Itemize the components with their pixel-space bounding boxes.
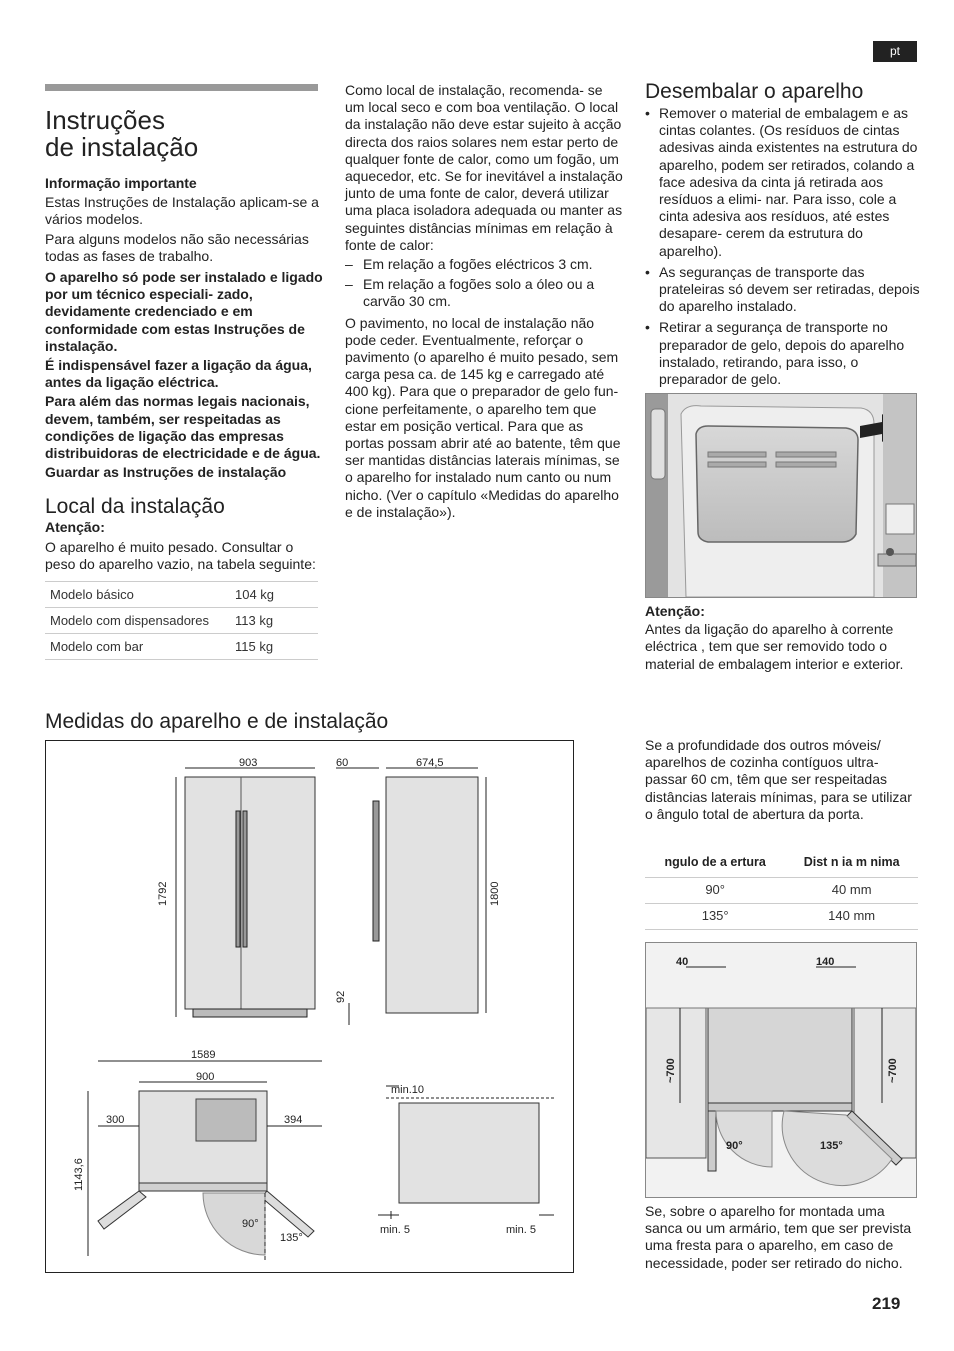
- dim-min10: min.10: [391, 1084, 425, 1096]
- ice-maker-photo: [645, 393, 917, 598]
- dim-300: 300: [106, 1114, 125, 1126]
- list-item: • Remover o material de embalagem e as cintas colantes. (Os resíduos de cintas adesivas ainda existentes na estrutura do aparelho, podem ser retirados, colando a face adesiva da cinta já retirada aos resíduos a elimi- nar. Para isso, cole a cinta adesiva aos resíduos, até estes desapare- cerem da estrutura do aparelho).: [645, 105, 923, 260]
- dim-140: 140: [816, 956, 835, 968]
- list-item: • As seguranças de transporte das prateleiras só devem ser retiradas, depois do aparelho instalado.: [645, 264, 923, 316]
- floor-paragraph: O pavimento, no local de instalação não pode ceder. Eventualmente, reforçar o pavimento (o aparelho é muito pesado, sem carga pesa ca. de 145 kg e carregado até 400 kg). Para que o preparador de gelo fun- cione perfeitamente, o aparelho tem que estar em posição vertical. Para que as portas possam abrir até ao batente, têm que ser mantidas distâncias laterais mínimas, se o aparelho for instalado num canto ou num nicho. (Ver o capítulo «Medidas do aparelho e de instalação»).: [345, 314, 621, 520]
- dim-1792: 1792: [157, 881, 169, 906]
- angle-135: 135°: [280, 1232, 303, 1244]
- page-title: Instruções de instalação: [45, 105, 199, 162]
- dimensions-figure: [45, 740, 574, 1273]
- column-middle: [345, 82, 625, 525]
- important-heading: Informação importante: [45, 175, 197, 191]
- attention-paragraph: Antes da ligação do aparelho à corrente eléctrica , tem que ser removido todo o material de embalagem interior e exterior.: [645, 621, 904, 672]
- page-number: 219: [872, 1294, 901, 1313]
- local-heading: Local da instalação: [45, 495, 225, 519]
- clearance-plan-figure: [645, 942, 917, 1198]
- water-paragraph: É indispensável fazer a ligação da água, antes da ligação eléctrica.: [45, 357, 312, 391]
- clearance-table-wrap: [645, 849, 918, 930]
- dim-700-left: ~700: [665, 1058, 677, 1083]
- table-row: Modelo com bar 115 kg: [45, 634, 318, 660]
- table-row: 90° 40 mm: [645, 877, 918, 903]
- column-right: [645, 80, 923, 392]
- table-header-row: ngulo de a ertura Dist n ia m nima: [645, 849, 918, 877]
- table-row: 135° 140 mm: [645, 903, 918, 929]
- dim-60: 60: [336, 757, 349, 769]
- distance-list: [345, 256, 625, 311]
- models-paragraph: Para alguns modelos não são necessárias todas as fases de trabalho.: [45, 230, 309, 264]
- table-row: Modelo com dispensadores 113 kg: [45, 608, 318, 634]
- attention-label: Atenção:: [45, 519, 105, 536]
- language-tag: pt: [873, 41, 917, 62]
- dim-1143: 1143,6: [73, 1158, 85, 1191]
- attention-label: Atenção:: [645, 603, 705, 619]
- clearance-table: [645, 849, 918, 930]
- list-item: – Em relação a fogões solo a óleo ou a carvão 30 cm.: [345, 276, 625, 310]
- dim-min5-left: min. 5: [380, 1224, 410, 1236]
- dim-min5-right: min. 5: [506, 1224, 536, 1236]
- clearance-paragraph: Se a profundidade dos outros móveis/ aparelhos de cozinha contíguos ultra- passar 60 cm, têm que ser respeitadas distâncias laterais mínimas, para se utilizar o ângulo total de abertura da porta.: [645, 737, 912, 822]
- technician-paragraph: O aparelho só pode ser instalado e ligado por um técnico especiali- zado, devidamente credenciado e em conformidade com estas Instruções de instalação.: [45, 269, 323, 354]
- angle-135: 135°: [820, 1140, 843, 1152]
- dimensions-heading: Medidas do aparelho e de instalação: [45, 710, 389, 733]
- dim-1800: 1800: [489, 881, 501, 906]
- keep-instructions: Guardar as Instruções de instalação: [45, 464, 287, 481]
- regulations-paragraph: Para além das normas legais nacionais, devem, também, ser respeitadas as condições de ligação das empresas distribuidoras de electricidade e de água.: [45, 393, 321, 462]
- dim-1589: 1589: [191, 1049, 216, 1061]
- list-item: – Em relação a fogões eléctricos 3 cm.: [345, 256, 625, 273]
- weight-paragraph: O aparelho é muito pesado. Consultar o peso do aparelho vazio, na tabela seguinte:: [45, 538, 316, 572]
- dim-700-right: ~700: [887, 1058, 899, 1083]
- weight-table: [45, 581, 318, 660]
- attention-block: [645, 603, 923, 677]
- dim-900: 900: [196, 1071, 215, 1083]
- list-item: • Retirar a segurança de transporte no preparador de gelo, depois do aparelho instalado, retirando, para isso, o preparador de gelo.: [645, 319, 923, 388]
- dim-674: 674,5: [416, 757, 444, 769]
- unpack-list: [645, 105, 923, 388]
- column-left: [45, 107, 323, 660]
- dim-92: 92: [335, 990, 347, 1003]
- angle-90: 90°: [242, 1218, 259, 1230]
- dim-394: 394: [284, 1114, 303, 1126]
- clearance-block: [645, 737, 923, 827]
- dim-903: 903: [239, 757, 258, 769]
- angle-90: 90°: [726, 1140, 743, 1152]
- section-bar: [45, 84, 318, 91]
- dim-40: 40: [676, 956, 689, 968]
- location-paragraph: Como local de instalação, recomenda- se um local seco e com boa ventilação. O local da instalação não deve estar sujeito à acção directa dos raios solares nem estar perto de qualquer fonte de calor, como um fogão, um aquecedor, etc. Se for inevitável a instalação junto de uma fonte de calor, deverá utilizar uma placa isoladora adequada ou manter as seguintes distâncias mínimas em relação à fonte de calor:: [345, 82, 623, 253]
- niche-paragraph: Se, sobre o aparelho for montada uma sanca ou um armário, tem que ser prevista uma fresta para o aparelho, em caso de necessidade, poder ser retirado do nicho.: [645, 1203, 912, 1271]
- unpack-heading: Desembalar o aparelho: [645, 80, 864, 103]
- intro-paragraph: Estas Instruções de Instalação aplicam-se a vários modelos.: [45, 194, 319, 228]
- niche-block: [645, 1203, 923, 1276]
- table-row: Modelo básico 104 kg: [45, 582, 318, 608]
